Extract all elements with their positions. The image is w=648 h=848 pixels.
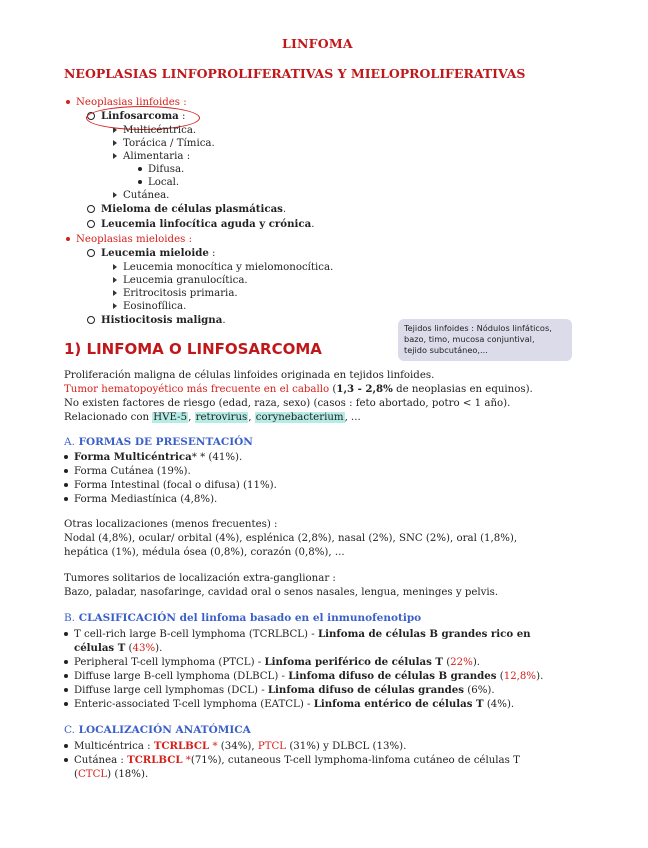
triangle-bullet-icon	[113, 303, 117, 309]
list-item: Forma Intestinal (focal o difusa) (11%).	[64, 479, 277, 492]
outline-eritrocitosis: Eritrocitosis primaria.	[113, 287, 238, 300]
bullet-icon	[64, 702, 68, 706]
list-item: Enteric-associated T-cell lymphoma (EATCL) - Linfoma entérico de células T (4%).	[64, 698, 514, 711]
highlight: HVE-5	[153, 412, 188, 423]
circle-bullet-icon	[87, 316, 95, 324]
triangle-bullet-icon	[113, 264, 117, 270]
list-item-continuation: (CTCL) (18%).	[74, 769, 149, 780]
list-item: Forma Mediastínica (4,8%).	[64, 493, 217, 506]
paragraph: Tumores solitarios de localización extra-ganglionar :	[64, 573, 336, 584]
paragraph: Proliferación maligna de células linfoides originada en tejidos linfoides.	[64, 370, 435, 381]
bullet-icon	[64, 744, 68, 748]
bullet-icon	[64, 674, 68, 678]
paragraph: Tumor hematopoyético más frecuente en el caballo (1,3 - 2,8% de neoplasias en equinos).	[64, 383, 533, 395]
paragraph: No existen factores de riesgo (edad, raza, sexo) (casos : feto abortado, potro < 1 año).	[64, 398, 511, 409]
outline-toracica: Torácica / Tímica.	[113, 137, 215, 150]
outline-mieloma: Mieloma de células plasmáticas.	[87, 203, 286, 216]
circle-bullet-icon	[87, 220, 95, 228]
bullet-icon	[64, 688, 68, 692]
list-item-continuation: células T (43%).	[74, 642, 163, 654]
list-item: Diffuse large cell lymphomas (DCL) - Linfoma difuso de células grandes (6%).	[64, 684, 495, 697]
outline-leucemia-mieloide: Leucemia mieloide :	[87, 247, 215, 260]
note-line: Tejidos linfoides : Nódulos linfáticos,	[404, 323, 552, 333]
bullet-icon	[64, 483, 68, 487]
bullet-icon	[64, 758, 68, 762]
bullet-icon	[138, 167, 142, 171]
bullet-icon	[64, 455, 68, 459]
paragraph: hepática (1%), médula ósea (0,8%), corazón (0,8%), ...	[64, 547, 345, 558]
highlight: retrovirus	[195, 412, 248, 423]
triangle-bullet-icon	[113, 192, 117, 198]
bullet-icon	[66, 100, 70, 104]
outline-eosinofilica: Eosinofílica.	[113, 300, 186, 313]
outline-difusa: Difusa.	[138, 163, 184, 176]
list-item: Diffuse large B-cell lymphoma (DLBCL) - Linfoma difuso de células B grandes (12,8%).	[64, 670, 543, 683]
list-item: Peripheral T-cell lymphoma (PTCL) - Linfoma periférico de células T (22%).	[64, 656, 480, 669]
bullet-icon	[64, 497, 68, 501]
triangle-bullet-icon	[113, 277, 117, 283]
outline-alimentaria: Alimentaria :	[113, 150, 190, 163]
outline-monocitica: Leucemia monocítica y mielomonocítica.	[113, 261, 333, 274]
outline-cutanea: Cutánea.	[113, 189, 169, 202]
list-item: Cutánea : TCRLBCL *(71%), cutaneous T-cell lymphoma-linfoma cutáneo de células T	[64, 754, 520, 767]
outline-local: Local.	[138, 176, 179, 189]
paragraph: Bazo, paladar, nasofaringe, cavidad oral o senos nasales, lengua, meninges y pelvis.	[64, 587, 499, 598]
note-line: bazo, timo, mucosa conjuntival,	[404, 334, 535, 344]
paragraph: Nodal (4,8%), ocular/ orbital (4%), esplénica (2,8%), nasal (2%), SNC (2%), oral (1,8%),	[64, 533, 518, 544]
triangle-bullet-icon	[113, 140, 117, 146]
triangle-bullet-icon	[113, 153, 117, 159]
bullet-icon	[64, 660, 68, 664]
highlight: corynebacterium	[255, 412, 344, 423]
page-title: LINFOMA	[282, 36, 353, 51]
outline-histiocitosis: Histiocitosis maligna.	[87, 314, 226, 327]
outline-multicentrica: Multicéntrica.	[113, 124, 196, 137]
page-subtitle: NEOPLASIAS LINFOPROLIFERATIVAS Y MIELOPROLIFERATIVAS	[64, 66, 526, 81]
outline-leucemia-linfocitica: Leucemia linfocítica aguda y crónica.	[87, 218, 314, 231]
outline-linfosarcoma: Linfosarcoma :	[87, 110, 185, 123]
bullet-icon	[66, 237, 70, 241]
list-item: T cell-rich large B-cell lymphoma (TCRLBCL) - Linfoma de células B grandes rico en	[64, 628, 531, 641]
circle-bullet-icon	[87, 205, 95, 213]
section-c-heading: C. LOCALIZACIÓN ANATÓMICA	[64, 724, 251, 736]
outline-linfoides-header: Neoplasias linfoides :	[66, 96, 187, 109]
bullet-icon	[64, 469, 68, 473]
outline-mieloides-header: Neoplasias mieloides :	[66, 233, 192, 246]
paragraph: Otras localizaciones (menos frecuentes) :	[64, 519, 278, 530]
outline-granulocitica: Leucemia granulocítica.	[113, 274, 248, 287]
sticky-note	[398, 319, 572, 361]
bullet-icon	[64, 632, 68, 636]
list-item: Forma Cutánea (19%).	[64, 465, 191, 478]
triangle-bullet-icon	[113, 127, 117, 133]
paragraph: Relacionado con HVE-5, retrovirus, corynebacterium, ...	[64, 412, 361, 423]
section-b-heading: B. CLASIFICACIÓN del linfoma basado en el inmunofenotipo	[64, 612, 422, 624]
section-heading: 1) LINFOMA O LINFOSARCOMA	[64, 340, 322, 358]
section-a-heading: A. FORMAS DE PRESENTACIÓN	[64, 436, 253, 448]
bullet-icon	[138, 180, 142, 184]
note-line: tejido subcutáneo,...	[404, 345, 488, 355]
circle-bullet-icon	[87, 249, 95, 257]
triangle-bullet-icon	[113, 290, 117, 296]
list-item: Forma Multicéntrica* * (41%).	[64, 451, 242, 464]
list-item: Multicéntrica : TCRLBCL * (34%), PTCL (31%) y DLBCL (13%).	[64, 740, 406, 753]
